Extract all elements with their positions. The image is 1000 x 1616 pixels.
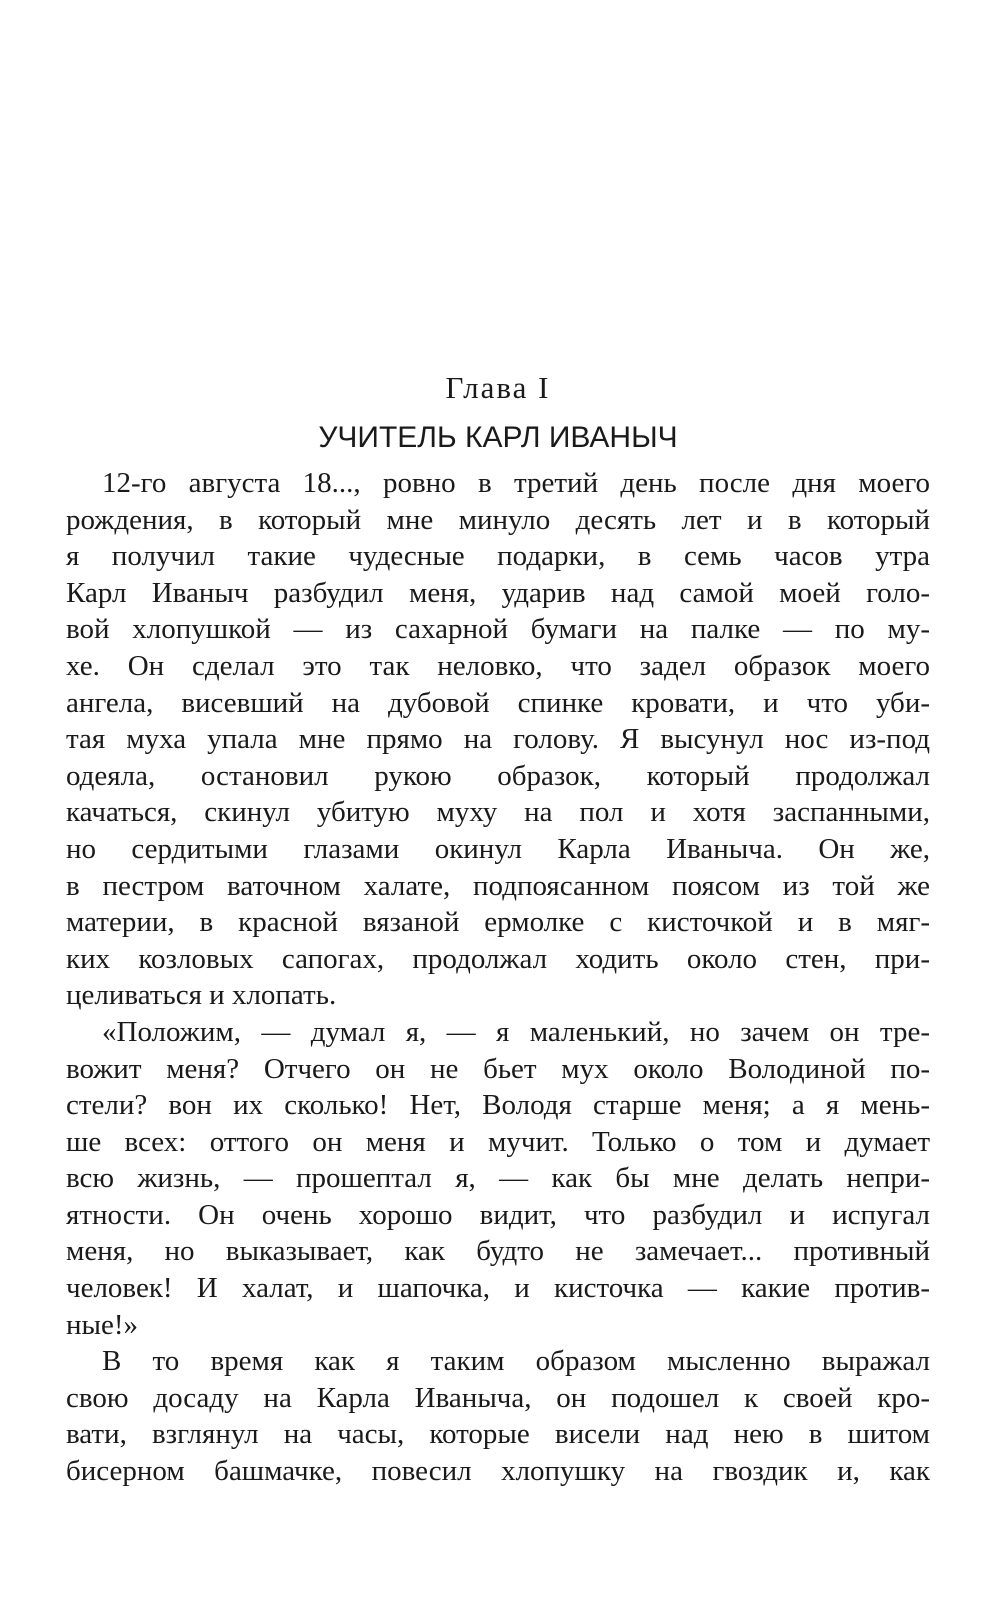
text-line: вой хлопушкой — из сахарной бумаги на палке — по му- [66,613,930,646]
text-line: я получил такие чудесные подарки, в семь часов утра [66,540,930,573]
text-line: ше всех: оттого он меня и мучит. Только о том и думает [66,1125,930,1158]
text-line: меня, но выказывает, как будто не замечает... противный [66,1235,930,1268]
text-line: «Положим, — думал я, — я маленький, но зачем он тре- [102,1015,930,1048]
text-line: качаться, скинул убитую муху на пол и хотя заспанными, [66,796,930,829]
text-line: В то время как я таким образом мысленно выражал [102,1345,930,1378]
text-line: вожит меня? Отчего он не бьет мух около Володиной по- [66,1052,930,1085]
text-line: вати, взглянул на часы, которые висели над нею в шитом [66,1418,930,1451]
text-line: целиваться и хлопать. [66,979,337,1012]
text-line: ких козловых сапогах, продолжал ходить около стен, при- [66,942,930,975]
text-line: ятности. Он очень хорошо видит, что разбудил и испугал [66,1198,930,1231]
text-line: ангела, висевший на дубовой спинке кровати, и что уби- [66,686,930,719]
chapter-number: Глава I [445,370,551,405]
body-text [66,465,930,1490]
text-line: в пестром ваточном халате, подпоясанном поясом из той же [66,869,930,902]
text-line: но сердитыми глазами окинул Карла Иваныча. Он же, [66,832,930,865]
book-page [66,0,930,1616]
text-line: человек! И халат, и шапочка, и кисточка — какие против- [66,1272,930,1305]
text-line: 12-го августа 18..., ровно в третий день после дня моего [102,467,930,499]
text-line: всю жизнь, — прошептал я, — как бы мне делать непри- [66,1162,930,1195]
text-line: бисерном башмачке, повесил хлопушку на гвоздик и, как [66,1455,930,1488]
text-line: стели? вон их сколько! Нет, Володя старше меня; а я мень- [66,1089,930,1122]
text-line: рождения, в который мне минуло десять лет и в который [66,503,930,536]
paragraph-1 [66,465,930,1014]
text-line: материи, в красной вязаной ермолке с кисточкой и в мяг- [66,906,930,939]
text-line: одеяла, остановил рукою образок, который продолжал [66,759,930,792]
text-line: свою досаду на Карла Иваныча, он подошел к своей кро- [66,1381,930,1414]
text-line: Карл Иваныч разбудил меня, ударив над самой моей голо- [66,576,930,609]
paragraph-2 [66,1014,930,1343]
paragraph-3 [66,1343,930,1489]
text-line: хе. Он сделал это так неловко, что задел образок моего [66,649,930,682]
text-line: ные!» [66,1308,139,1341]
chapter-title: УЧИТЕЛЬ КАРЛ ИВАНЫЧ [318,421,678,454]
text-line: тая муха упала мне прямо на голову. Я высунул нос из-под [66,723,930,756]
